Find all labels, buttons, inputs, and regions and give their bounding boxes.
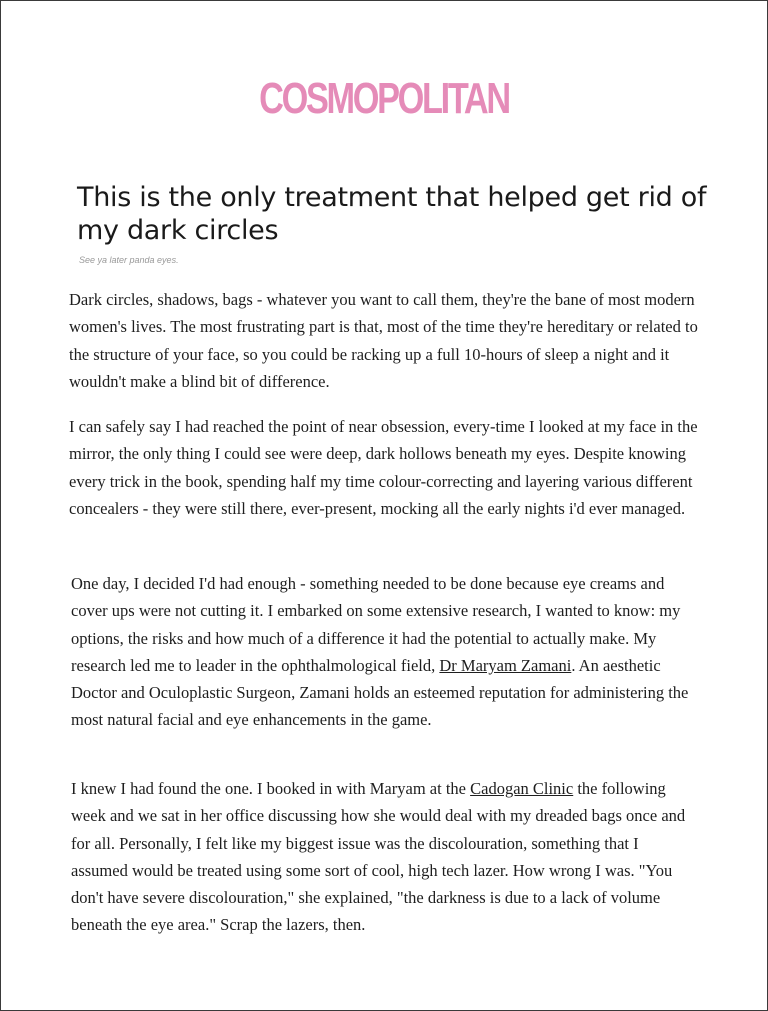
paragraph-3-text-before: One day, I decided I'd had enough - something needed to be done because eye creams and cover ups were not cutting it. I embarked on some extensive research, I wanted to know: my options, the risks and how much of a difference it had the potential to actually make. My research led me to leader in the ophthalmological field, bbox=[71, 574, 681, 675]
dr-maryam-zamani-link[interactable]: Dr Maryam Zamani bbox=[439, 655, 572, 675]
paragraph-4-text-after: the following week and we sat in her office discussing how she would deal with my dreaded bags once and for all. Personally, I felt like my biggest issue was the discolouration, something that I assumed would be treated using some sort of cool, high tech lazer. How wrong I was. "You don't have severe discolouration," she explained, "the darkness is due to a lack of volume beneath the eye area." Scrap the lazers, then. bbox=[71, 779, 686, 935]
paragraph-3-text-after: . An aesthetic Doctor and Oculoplastic Surgeon, Zamani holds an esteemed reputation for administering the most natural facial and eye enhancements in the game. bbox=[71, 655, 689, 730]
brand-logo[interactable]: COSMOPOLITAN bbox=[259, 74, 509, 123]
paragraph-2: I can safely say I had reached the point of near obsession, every-time I looked at my face in the mirror, the only thing I could see were deep, dark hollows beneath my eyes. Despite knowing every trick in the book, spending half my time colour-correcting and layering various different concealers - they were still there, ever-present, mocking all the early nights i'd ever managed. bbox=[69, 417, 698, 518]
paragraph-3 bbox=[71, 570, 691, 734]
paragraph-4-text-before: I knew I had found the one. I booked in with Maryam at the bbox=[71, 779, 471, 798]
article-subtitle: See ya later panda eyes. bbox=[79, 255, 179, 265]
article-title: This is the only treatment that helped get rid of my dark circles bbox=[77, 182, 707, 246]
cadogan-clinic-link[interactable]: Cadogan Clinic bbox=[470, 779, 574, 798]
paragraph-1: Dark circles, shadows, bags - whatever you want to call them, they're the bane of most modern women's lives. The most frustrating part is that, most of the time they're hereditary or related to the structure of your face, so you could be racking up a full 10-hours of sleep a night and it wouldn't make a blind bit of difference. bbox=[69, 290, 698, 391]
paragraph-4 bbox=[71, 775, 693, 939]
